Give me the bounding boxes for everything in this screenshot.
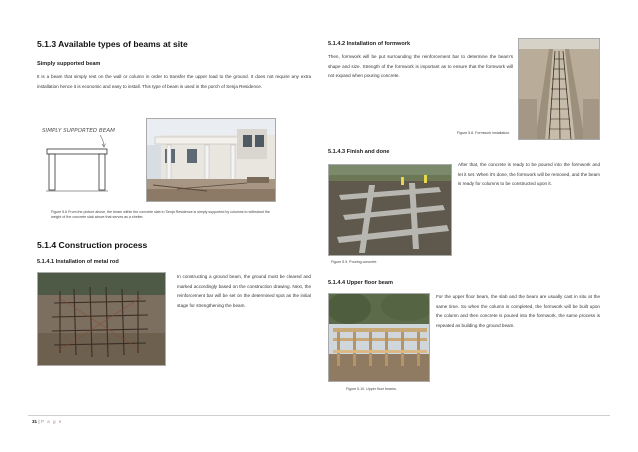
page-footer [32, 419, 62, 424]
upper-floor-heading: 5.1.4.4 Upper floor beam [328, 280, 393, 286]
upper-floor-text: For the upper floor beam, the slab and the beam are usually cast in situ at the same time. So when the column is completed, the formwork will be built upon the column and then concrete is poured into the formwork, the same process is repeated as building the ground beam. [436, 294, 600, 328]
figure-5-10-caption: Figure 5.10. Upper floor beams. [346, 387, 397, 391]
formwork-heading: 5.1.4.2 Installation of formwork [328, 41, 411, 47]
figure-5-6-caption: Figure 5.6 From the picture above, the beam within the concrete slab in Senja Residence is simply supported by columns to withstand the weight of the concrete slab above that serves as a shelter. [51, 210, 270, 219]
metal-rod-heading: 5.1.4.1 Installation of metal rod [37, 259, 119, 265]
page-word: P a g e [40, 419, 63, 424]
finish-text: After that, the concrete is ready to be poured into the formwork and let it set. When it's done, the formwork will be removed, and the beam is ready for columns to be constructed upon it. [458, 162, 600, 187]
footer-separator: | [38, 419, 40, 424]
simply-supported-text: It is a beam that simply rest on the wall or column in order to transfer the upper load to the ground. It does not require any extra installation hence it is economic and easy to install. This type of beam is used in the porch of Senja Residence. [37, 74, 311, 89]
page-number: 31 [32, 419, 38, 424]
formwork-photo [518, 38, 600, 140]
pouring-concrete-photo [328, 164, 452, 256]
simply-supported-heading: Simply supported beam [37, 61, 101, 67]
section-title-construction-process: 5.1.4 Construction process [37, 240, 148, 250]
formwork-text: Then, formwork will be put surrounding the reinforcement bar to determine the beam's shape and size. Strength of the formwork is important as to ensure that the formwork will not expand when pouring concrete. [328, 54, 513, 79]
simply-supported-beam-diagram [38, 121, 138, 199]
section-title-available-beams: 5.1.3 Available types of beams at site [37, 39, 188, 49]
finish-heading: 5.1.4.3 Finish and done [328, 149, 390, 155]
diagram-label: SIMPLY SUPPORTED BEAM [42, 128, 115, 134]
metal-rod-text: In constructing a ground beam, the ground must be cleared and marked accordingly based on the construction drawing. Next, the reinforcement bar will be set on the determined spot as the initial stage for strengthening the beam. [177, 274, 311, 308]
figure-5-8-caption: Figure 5.8. Formwork installation. [457, 131, 511, 135]
senja-residence-porch-photo [146, 118, 276, 202]
upper-floor-beams-photo [328, 293, 430, 382]
metal-rod-photo [37, 272, 166, 366]
footer-divider [28, 415, 610, 416]
figure-5-9-caption: Figure 5.9. Pouring concrete. [331, 260, 378, 264]
